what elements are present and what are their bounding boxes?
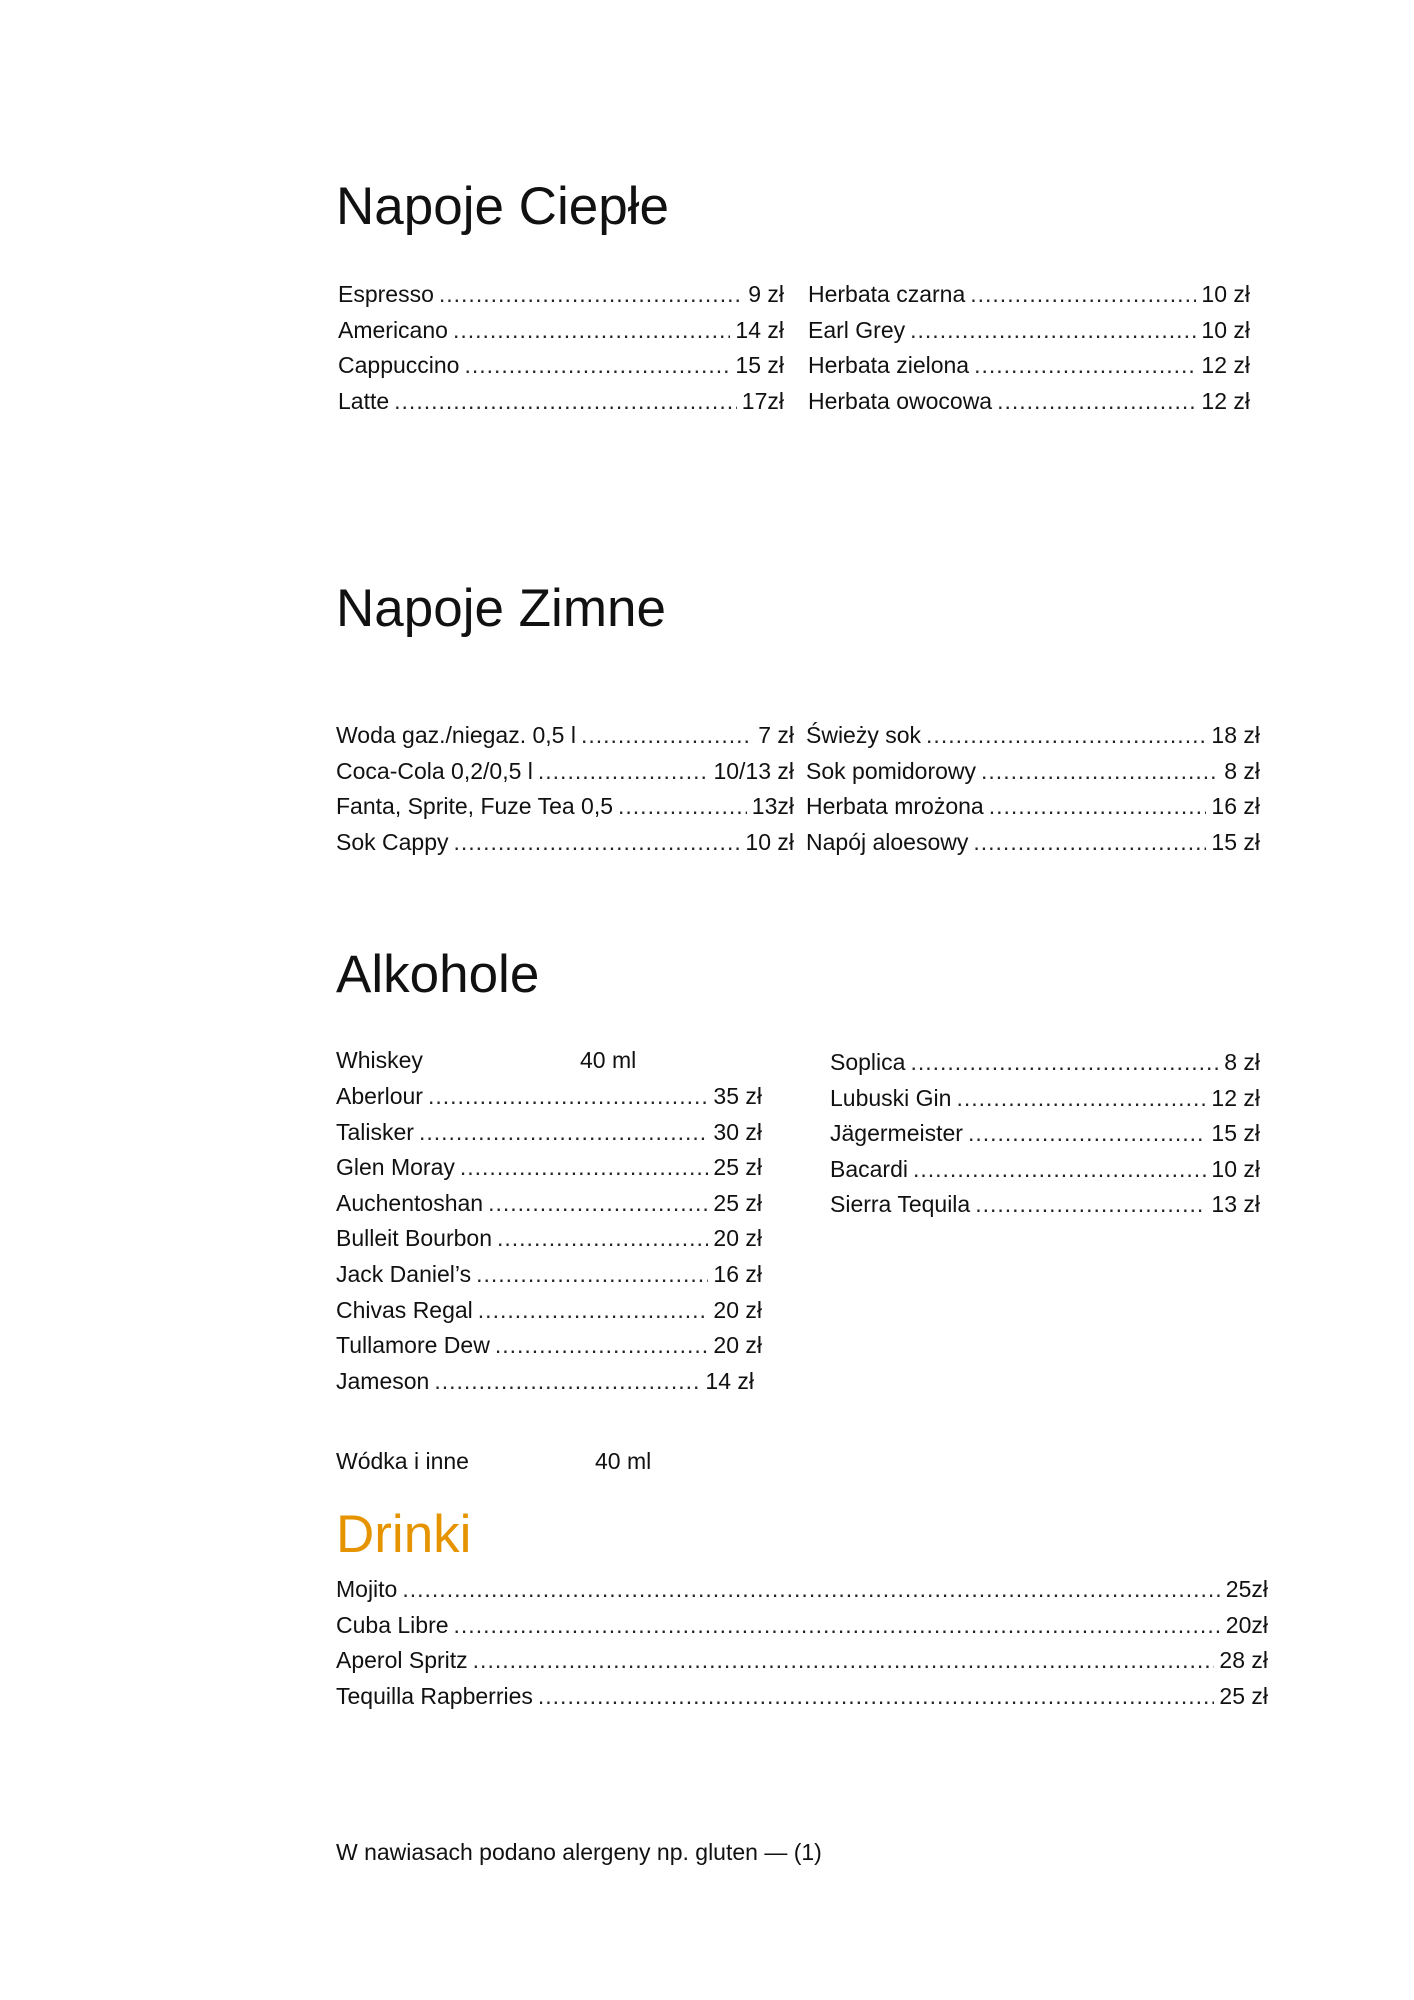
item-name: Espresso <box>338 281 434 307</box>
dot-leader <box>581 718 753 754</box>
menu-item <box>336 1643 1268 1679</box>
item-price: 25 zł <box>1219 1682 1268 1709</box>
cold-drinks-left-list <box>336 718 794 860</box>
menu-item <box>830 1187 1260 1223</box>
menu-item <box>336 1364 754 1400</box>
menu-item <box>808 313 1250 349</box>
dot-leader <box>970 277 1196 313</box>
item-name: Jameson <box>336 1367 430 1394</box>
item-price: 10 zł <box>1201 316 1250 343</box>
item-price: 12 zł <box>1201 387 1250 414</box>
dot-leader <box>453 313 730 349</box>
item-name: Talisker <box>336 1118 414 1145</box>
menu-item <box>808 384 1250 420</box>
item-price: 15 zł <box>735 352 784 379</box>
section-title-cold-drinks: Napoje Zimne <box>336 579 666 638</box>
item-price: 30 zł <box>713 1118 762 1145</box>
menu-item <box>336 1328 762 1364</box>
menu-item <box>336 718 794 754</box>
item-name: Jack Daniel’s <box>336 1260 472 1287</box>
item-price: 10 zł <box>1201 281 1250 307</box>
dot-leader <box>464 348 730 384</box>
item-price: 13zł <box>751 793 794 820</box>
item-price: 16 zł <box>713 1260 762 1287</box>
dot-leader <box>497 1221 708 1257</box>
menu-item <box>806 718 1260 754</box>
vodka-volume: 40 ml <box>595 1448 652 1474</box>
dot-leader <box>434 1364 700 1400</box>
item-name: Napój aloesowy <box>806 828 969 855</box>
item-price: 15 zł <box>1211 1120 1260 1147</box>
dot-leader <box>419 1115 708 1151</box>
dot-leader <box>478 1293 709 1329</box>
item-name: Herbata owocowa <box>808 387 993 414</box>
dot-leader <box>394 384 737 420</box>
item-name: Auchentoshan <box>336 1189 484 1216</box>
dot-leader <box>974 348 1196 384</box>
dot-leader <box>913 1152 1206 1188</box>
menu-item <box>806 754 1260 790</box>
menu-item <box>336 1608 1268 1644</box>
item-name: Woda gaz./niegaz. 0,5 l <box>336 722 576 748</box>
item-name: Świeży sok <box>806 722 922 748</box>
whiskey-list <box>336 1079 762 1399</box>
item-price: 10/13 zł <box>713 757 794 784</box>
item-name: Cuba Libre <box>336 1611 449 1638</box>
item-name: Latte <box>338 387 390 414</box>
item-price: 8 zł <box>1224 1049 1260 1075</box>
item-price: 25 zł <box>713 1154 762 1181</box>
item-price: 20zł <box>1225 1611 1268 1638</box>
item-name: Bulleit Bourbon <box>336 1225 492 1252</box>
menu-item <box>336 1293 762 1329</box>
item-price: 20 zł <box>713 1332 762 1359</box>
menu-item <box>336 1679 1268 1715</box>
dot-leader <box>926 718 1206 754</box>
item-name: Sierra Tequila <box>830 1191 971 1218</box>
item-name: Earl Grey <box>808 316 906 343</box>
item-name: Fanta, Sprite, Fuze Tea 0,5 <box>336 793 614 820</box>
item-price: 25zł <box>1225 1576 1268 1602</box>
drinks-list <box>336 1572 1268 1714</box>
item-price: 17zł <box>741 387 784 414</box>
item-price: 18 zł <box>1211 722 1260 748</box>
allergen-note: W nawiasach podano alergeny np. gluten — (1) <box>336 1839 822 1865</box>
item-name: Tullamore Dew <box>336 1332 490 1359</box>
dot-leader <box>989 789 1207 825</box>
whiskey-label: Whiskey <box>336 1047 423 1073</box>
menu-item <box>336 789 794 825</box>
item-price: 16 zł <box>1211 793 1260 820</box>
item-price: 10 zł <box>1211 1155 1260 1182</box>
item-name: Sok Cappy <box>336 828 449 855</box>
item-price: 28 zł <box>1219 1647 1268 1674</box>
item-name: Tequilla Rapberries <box>336 1682 533 1709</box>
menu-item <box>830 1045 1260 1081</box>
menu-item <box>808 277 1250 313</box>
menu-item <box>336 825 794 861</box>
menu-item <box>336 1186 762 1222</box>
item-name: Chivas Regal <box>336 1296 473 1323</box>
item-price: 20 zł <box>713 1296 762 1323</box>
section-title-drinks: Drinki <box>336 1505 472 1564</box>
dot-leader <box>454 1608 1221 1644</box>
menu-item <box>336 1150 762 1186</box>
item-price: 35 zł <box>713 1083 762 1109</box>
hot-drinks-right-list <box>808 277 1250 419</box>
menu-item <box>806 789 1260 825</box>
menu-item <box>336 1079 762 1115</box>
item-price: 14 zł <box>705 1367 754 1394</box>
menu-item <box>806 825 1260 861</box>
item-name: Bacardi <box>830 1155 908 1182</box>
menu-item <box>338 348 784 384</box>
item-price: 25 zł <box>713 1189 762 1216</box>
dot-leader <box>473 1643 1215 1679</box>
dot-leader <box>439 277 743 313</box>
item-price: 7 zł <box>758 722 794 748</box>
vodka-label: Wódka i inne <box>336 1448 469 1474</box>
dot-leader <box>956 1081 1206 1117</box>
menu-item <box>830 1116 1260 1152</box>
dot-leader <box>968 1116 1206 1152</box>
hot-drinks-left-list <box>338 277 784 419</box>
item-name: Lubuski Gin <box>830 1084 952 1111</box>
item-price: 10 zł <box>745 828 794 855</box>
item-price: 13 zł <box>1211 1191 1260 1218</box>
dot-leader <box>454 825 741 861</box>
dot-leader <box>402 1572 1220 1608</box>
dot-leader <box>538 1679 1215 1715</box>
dot-leader <box>428 1079 708 1115</box>
menu-item <box>808 348 1250 384</box>
section-title-alcohol: Alkohole <box>336 945 540 1004</box>
item-name: Soplica <box>830 1049 906 1075</box>
item-name: Mojito <box>336 1576 398 1602</box>
item-name: Glen Moray <box>336 1154 455 1181</box>
item-name: Cappuccino <box>338 352 460 379</box>
item-name: Herbata mrożona <box>806 793 984 820</box>
item-price: 8 zł <box>1224 757 1260 784</box>
menu-item <box>336 1257 762 1293</box>
menu-item <box>336 1115 762 1151</box>
dot-leader <box>910 1045 1219 1081</box>
dot-leader <box>975 1187 1206 1223</box>
item-name: Jägermeister <box>830 1120 963 1147</box>
item-price: 20 zł <box>713 1225 762 1252</box>
dot-leader <box>488 1186 708 1222</box>
dot-leader <box>997 384 1196 420</box>
dot-leader <box>981 754 1219 790</box>
cold-drinks-right-list <box>806 718 1260 860</box>
dot-leader <box>538 754 709 790</box>
dot-leader <box>910 313 1196 349</box>
menu-item <box>336 754 794 790</box>
item-price: 12 zł <box>1211 1084 1260 1111</box>
item-name: Aberlour <box>336 1083 423 1109</box>
dot-leader <box>973 825 1206 861</box>
item-name: Aperol Spritz <box>336 1647 468 1674</box>
item-name: Herbata zielona <box>808 352 970 379</box>
dot-leader <box>476 1257 708 1293</box>
item-price: 12 zł <box>1201 352 1250 379</box>
menu-item <box>336 1572 1268 1608</box>
menu-item <box>830 1081 1260 1117</box>
dot-leader <box>495 1328 709 1364</box>
item-name: Americano <box>338 316 448 343</box>
menu-item <box>338 384 784 420</box>
item-name: Coca-Cola 0,2/0,5 l <box>336 757 533 784</box>
menu-item <box>336 1221 762 1257</box>
whiskey-volume: 40 ml <box>580 1047 637 1073</box>
item-name: Sok pomidorowy <box>806 757 977 784</box>
menu-item <box>830 1152 1260 1188</box>
item-price: 14 zł <box>735 316 784 343</box>
other-alcohol-list <box>830 1045 1260 1223</box>
menu-item <box>338 277 784 313</box>
menu-item <box>338 313 784 349</box>
dot-leader <box>460 1150 709 1186</box>
item-price: 9 zł <box>748 281 784 307</box>
item-price: 15 zł <box>1211 828 1260 855</box>
dot-leader <box>618 789 747 825</box>
section-title-hot-drinks: Napoje Ciepłe <box>336 177 669 236</box>
item-name: Herbata czarna <box>808 281 966 307</box>
